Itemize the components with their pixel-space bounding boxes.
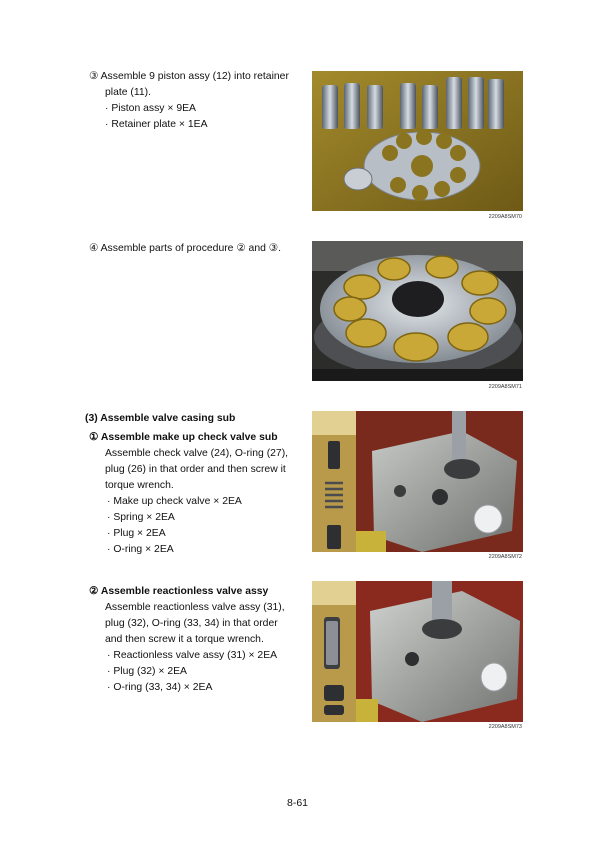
sub1-bullet-3: · Plug × 2EA — [107, 528, 166, 539]
sub2-bullet-1: · Reactionless valve assy (31) × 2EA — [107, 650, 278, 661]
sub2-bullet-2: · Plug (32) × 2EA — [107, 666, 187, 677]
sub1-line-2: plug (26) in that order and then screw it — [105, 464, 286, 475]
step3-bullet-1: · Piston assy × 9EA — [105, 103, 196, 114]
caption-2: 2209A8SM71 — [488, 384, 522, 390]
page-number: 8-61 — [286, 797, 308, 809]
caption-4: 2209A8SM73 — [488, 724, 522, 730]
step4-text — [89, 241, 281, 257]
section3-title: (3) Assemble valve casing sub — [85, 413, 236, 424]
sub2-line-1: Assemble reactionless valve assy (31), — [105, 602, 285, 613]
photo-assembled-parts — [312, 241, 523, 381]
sub1-text — [89, 430, 288, 558]
caption-3: 2209A8SM72 — [488, 554, 522, 560]
sub2-line-3: and then screw it a torque wrench. — [105, 634, 264, 645]
sub1-line-1: Assemble check valve (24), O-ring (27), — [105, 448, 289, 459]
step3-line1: ③ Assemble 9 piston assy (12) into retainer — [89, 71, 289, 82]
sub2-bullet-3: · O-ring (33, 34) × 2EA — [107, 682, 213, 693]
sub1-bullet-2: · Spring × 2EA — [107, 512, 175, 523]
sub1-title: ① Assemble make up check valve sub — [89, 432, 278, 443]
photo-reactionless-valve — [312, 581, 523, 722]
photo-piston-assy — [312, 71, 523, 211]
step3-bullet-2: · Retainer plate × 1EA — [105, 119, 208, 130]
sub1-bullet-1: · Make up check valve × 2EA — [107, 496, 242, 507]
sub1-bullet-4: · O-ring × 2EA — [107, 544, 174, 555]
step3-text — [89, 69, 289, 133]
sub2-text — [89, 584, 285, 696]
sub2-line-2: plug (32), O-ring (33, 34) in that order — [105, 618, 278, 629]
sub2-title: ② Assemble reactionless valve assy — [89, 586, 269, 597]
step3-line2: plate (11). — [105, 87, 152, 98]
step4-line1: ④ Assemble parts of procedure ② and ③. — [89, 243, 281, 254]
photo-check-valve — [312, 411, 523, 552]
caption-1: 2209A8SM70 — [488, 214, 522, 220]
sub1-line-3: torque wrench. — [105, 480, 174, 491]
